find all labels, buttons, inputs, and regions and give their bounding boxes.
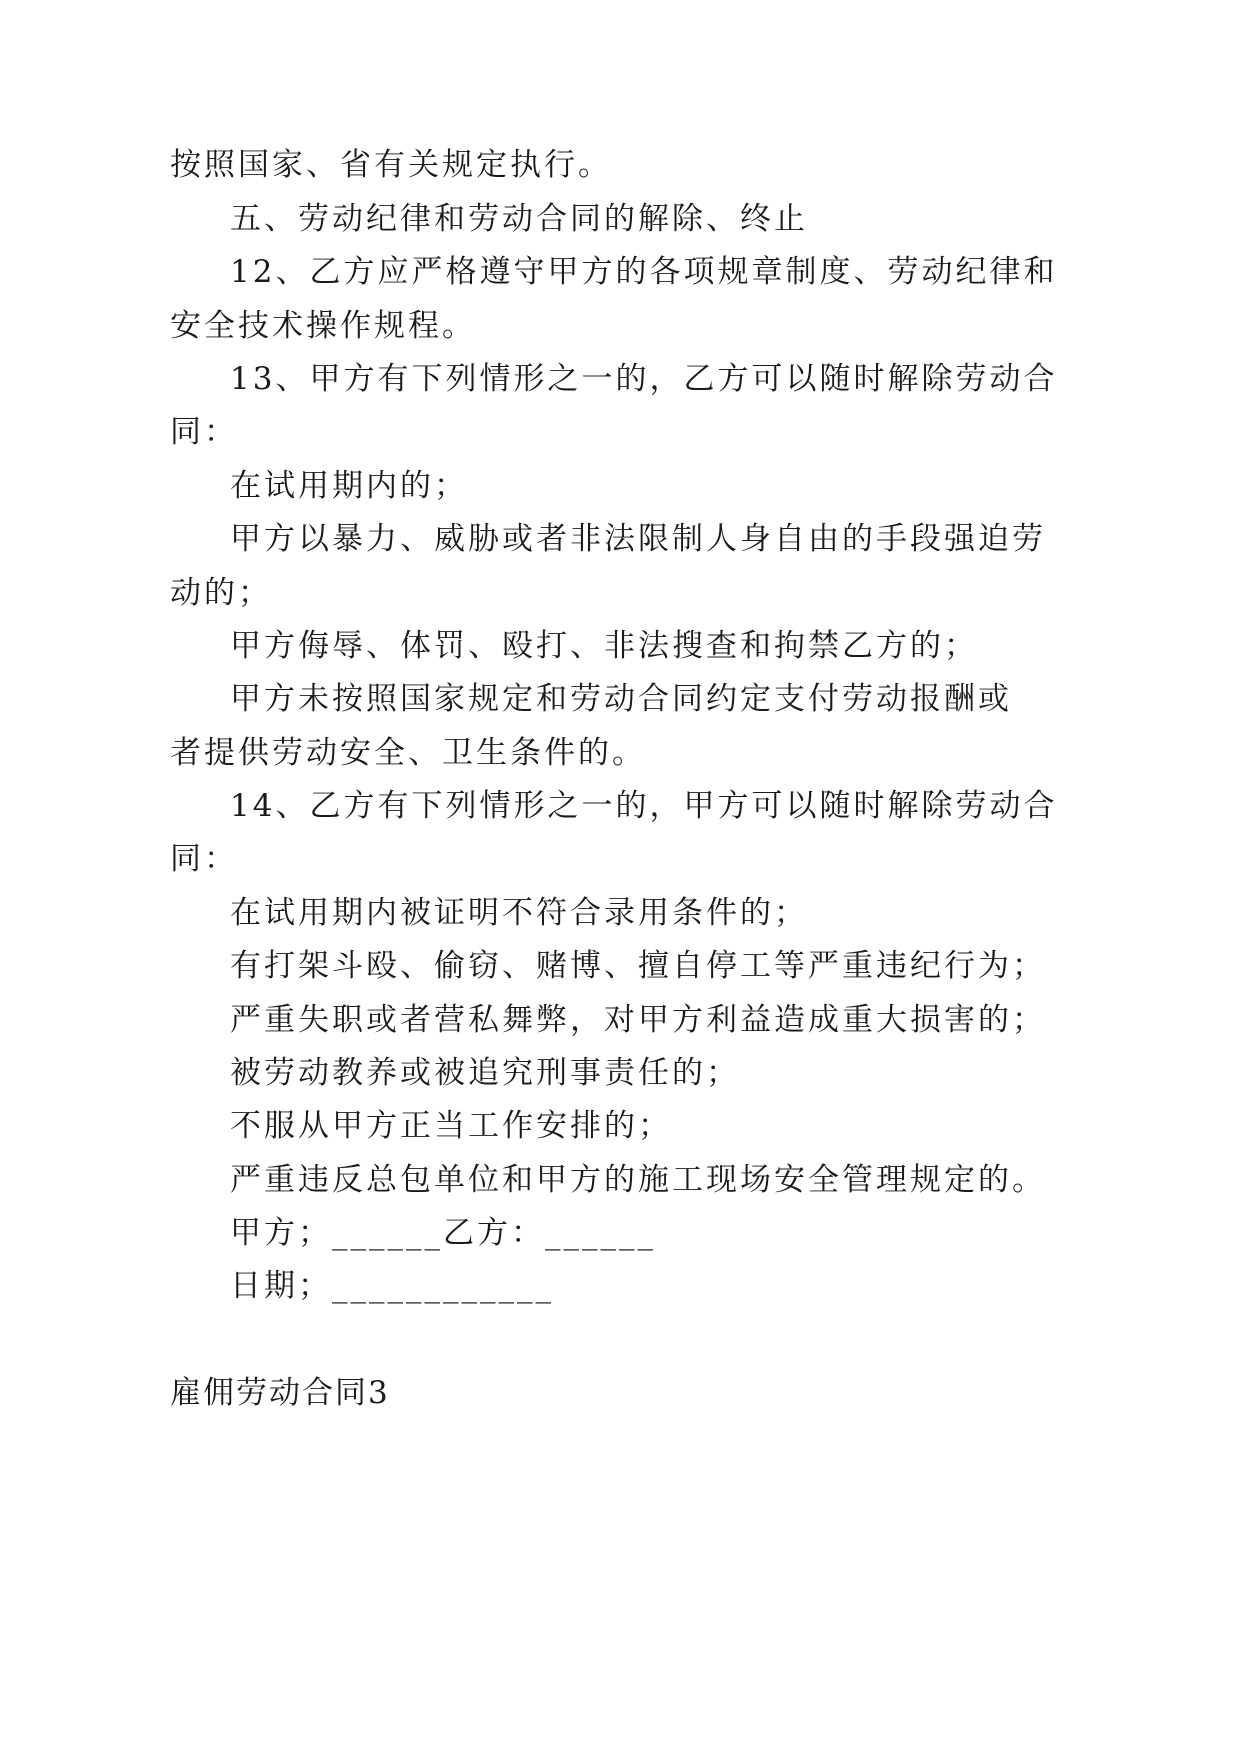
- doc-line-19: 不服从甲方正当工作安排的；: [230, 1108, 672, 1144]
- doc-line-1: 按照国家、省有关规定执行。: [170, 147, 612, 183]
- doc-line-20: 严重违反总包单位和甲方的施工现场安全管理规定的。: [230, 1162, 1046, 1198]
- doc-line-14: 同：: [170, 841, 238, 877]
- signature-line: 甲方；______乙方：______: [230, 1215, 656, 1251]
- doc-line-4: 安全技术操作规程。: [170, 308, 476, 344]
- doc-line-10: 甲方侮辱、体罚、殴打、非法搜查和拘禁乙方的；: [230, 628, 978, 664]
- doc-line-12: 者提供劳动安全、卫生条件的。: [170, 735, 646, 771]
- doc-line-3: 12、乙方应严格遵守甲方的各项规章制度、劳动纪律和: [230, 254, 1058, 290]
- doc-line-15: 在试用期内被证明不符合录用条件的；: [230, 895, 808, 931]
- doc-line-17: 严重失职或者营私舞弊，对甲方利益造成重大损害的；: [230, 1002, 1046, 1038]
- doc-line-9: 动的；: [170, 575, 272, 611]
- doc-line-6: 同：: [170, 414, 238, 450]
- doc-line-7: 在试用期内的；: [230, 468, 468, 504]
- doc-line-8: 甲方以暴力、威胁或者非法限制人身自由的手段强迫劳: [230, 521, 1046, 557]
- doc-line-5: 13、甲方有下列情形之一的，乙方可以随时解除劳动合: [230, 361, 1058, 397]
- doc-line-2: 五、劳动纪律和劳动合同的解除、终止: [230, 201, 808, 237]
- date-line: 日期；____________: [230, 1268, 554, 1304]
- doc-line-11: 甲方未按照国家规定和劳动合同约定支付劳动报酬或: [230, 681, 1012, 717]
- doc-line-16: 有打架斗殴、偷窃、赌博、擅自停工等严重违纪行为；: [230, 948, 1046, 984]
- doc-line-18: 被劳动教养或被追究刑事责任的；: [230, 1055, 740, 1091]
- section-title: 雇佣劳动合同3: [170, 1375, 390, 1411]
- doc-line-13: 14、乙方有下列情形之一的，甲方可以随时解除劳动合: [230, 788, 1058, 824]
